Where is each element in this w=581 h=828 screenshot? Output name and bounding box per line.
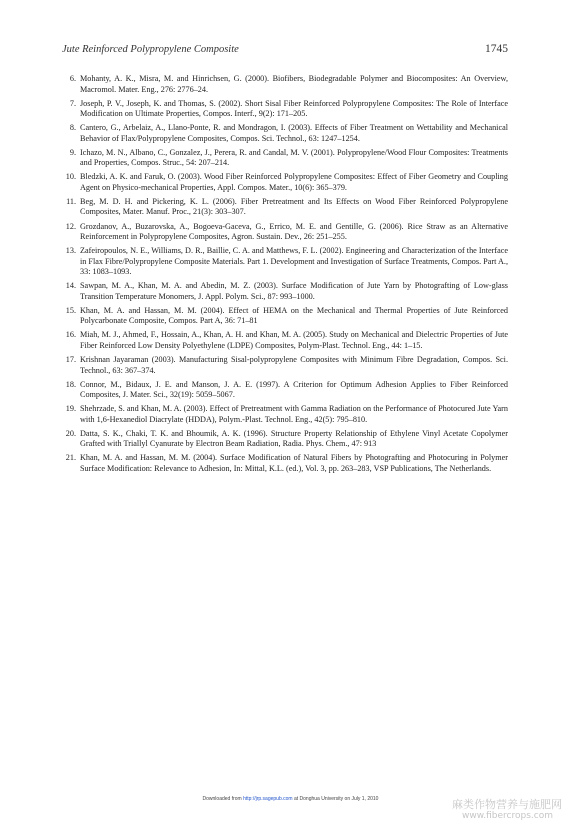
- reference-item: [62, 246, 508, 278]
- reference-number: 15.: [65, 305, 76, 315]
- reference-number: 20.: [65, 428, 76, 438]
- reference-number: 8.: [69, 123, 76, 133]
- reference-item: [62, 123, 508, 144]
- reference-item: [62, 197, 508, 218]
- reference-text: Zafeiropoulos, N. E., Williams, D. R., Baillie, C. A. and Matthews, F. L. (2002). Engineering and Characterization of the Interface in Flax Fibre/Polypropylene Composite Materials. Part 1. Development and Investigation of Surface Treatments, Compos. Part A., 33: 1083–1093.: [80, 246, 508, 277]
- reference-item: [62, 222, 508, 243]
- reference-number: 18.: [65, 379, 76, 389]
- reference-number: 9.: [69, 147, 76, 157]
- reference-item: [62, 380, 508, 401]
- reference-item: [62, 330, 508, 351]
- reference-number: 6.: [69, 74, 76, 83]
- reference-text: Khan, M. A. and Hassan, M. M. (2004). Surface Modification of Natural Fibers by Photografting and Photocuring in Polymer Surface Modification: Relevance to Adhesion, In: Mittal, K.L. (ed.), Vol. 3, pp. 263–283, VSP Publications, The Netherlands.: [80, 453, 508, 473]
- reference-text: Joseph, P. V., Joseph, K. and Thomas, S. (2002). Short Sisal Fiber Reinforced Polypropylene Composites: The Role of Interface Modification on Ultimate Properties, Compos. Interf., 9(2): 171–205.: [80, 98, 508, 119]
- footer-link[interactable]: http://jrp.sagepub.com: [243, 796, 293, 802]
- reference-item: [62, 355, 508, 376]
- reference-number: 17.: [65, 355, 76, 365]
- footer-suffix: at Donghua University on July 1, 2010: [292, 796, 379, 802]
- watermark-chinese: 麻类作物营养与施肥网: [452, 798, 562, 811]
- watermark-url: www.fibercrops.com: [462, 811, 553, 821]
- reference-number: 10.: [65, 172, 76, 182]
- reference-number: 21.: [65, 453, 76, 463]
- footer-prefix: Downloaded from: [202, 796, 244, 802]
- running-header: [62, 44, 508, 60]
- reference-text: Connor, M., Bidaux, J. E. and Manson, J. A. E. (1997). A Criterion for Optimum Adhesion Applies to Fiber Reinforced Composites, J. Mater. Sci., 32(19): 5059–5067.: [80, 379, 508, 400]
- reference-text: Miah, M. J., Ahmed, F., Hossain, A., Khan, A. H. and Khan, M. A. (2005). Study on Mechanical and Dielectric Properties of Jute Fiber Reinforced Low Density Polyethylene (LDPE) Composites, Polym-Plast. Technol. Eng., 44: 1–15.: [80, 330, 508, 350]
- page-number: 1745: [485, 43, 508, 55]
- reference-text: Khan, M. A. and Hassan, M. M. (2004). Effect of HEMA on the Mechanical and Thermal Properties of Jute Reinforced Polycarbonate Composite, Compos. Part A, 36: 71–81: [80, 305, 508, 326]
- reference-text: Beg, M. D. H. and Pickering, K. L. (2006). Fiber Pretreatment and Its Effects on Wood Fiber Reinforced Polypropylene Composites, Mater. Manuf. Proc., 21(3): 303–307.: [80, 196, 508, 217]
- reference-item: [62, 148, 508, 169]
- reference-text: Bledzki, A. K. and Faruk, O. (2003). Wood Fiber Reinforced Polypropylene Composites: Effect of Fiber Geometry and Coupling Agent on Physico-mechanical Properties, Appl. Compos. Mater., 10(6): 365–379.: [80, 172, 508, 192]
- reference-number: 14.: [65, 281, 76, 291]
- reference-number: 11.: [66, 196, 76, 206]
- reference-text: Grozdanov, A., Buzarovska, A., Bogoeva-Gaceva, G., Errico, M. E. and Gentille, G. (2006). Rice Straw as an Alternative Reinforcement in Polypropylene Composites, Agron. Sustain. Dev., 26: 251–255.: [80, 221, 508, 242]
- reference-text: Ichazo, M. N., Albano, C., Gonzalez, J., Perera, R. and Candal, M. V. (2001). Polypropylene/Wood Flour Composites: Treatments and Properties, Compos. Struc., 54: 207–214.: [80, 147, 508, 168]
- reference-number: 12.: [65, 221, 76, 231]
- reference-number: 13.: [65, 246, 76, 256]
- reference-text: Krishnan Jayaraman (2003). Manufacturing Sisal-polypropylene Composites with Minimum Fibre Degradation, Compos. Sci. Technol., 63: 367–374.: [80, 355, 508, 375]
- reference-item: [62, 74, 508, 95]
- reference-item: [62, 306, 508, 327]
- reference-item: [62, 453, 508, 474]
- reference-item: [62, 172, 508, 193]
- reference-item: [62, 281, 508, 302]
- running-title: Jute Reinforced Polypropylene Composite: [62, 44, 239, 55]
- reference-text: Shehrzade, S. and Khan, M. A. (2003). Effect of Pretreatment with Gamma Radiation on the Performance of Photocured Jute Yarn with 1,6-Hexanediol Diacrylate (HDDA), Polym.-Plast. Technol. Eng., 42(5): 795–810.: [80, 404, 508, 424]
- reference-list: [62, 74, 508, 478]
- reference-item: [62, 429, 508, 450]
- reference-number: 16.: [65, 330, 76, 340]
- reference-number: 19.: [65, 404, 76, 414]
- reference-text: Datta, S. K., Chaki, T. K. and Bhoumik, A. K. (1996). Structure Property Relationship of Ethylene Vinyl Acetate Copolymer Grafted with Triallyl Cyanurate by Electron Beam Radiation, Radia. Phys. Chem., 47: 913: [80, 428, 508, 449]
- reference-item: [62, 404, 508, 425]
- reference-text: Sawpan, M. A., Khan, M. A. and Abedin, M. Z. (2003). Surface Modification of Jute Yarn by Photografting of Low-glass Transition Temperature Monomers, J. Appl. Polym. Sci., 87: 993–1000.: [80, 281, 508, 301]
- reference-text: Cantero, G., Arbelaiz, A., Llano-Ponte, R. and Mondragon, I. (2003). Effects of Fiber Treatment on Wettability and Mechanical Behavior of Flax/Polypropylene Composites, Compos. Sci. Technol., 63: 1247–1254.: [80, 123, 508, 143]
- reference-item: [62, 99, 508, 120]
- reference-text: Mohanty, A. K., Misra, M. and Hinrichsen, G. (2000). Biofibers, Biodegradable Polymer and Biocomposites: An Overview, Macromol. Mater. Eng., 276: 2776–24.: [80, 74, 508, 94]
- reference-number: 7.: [69, 98, 76, 108]
